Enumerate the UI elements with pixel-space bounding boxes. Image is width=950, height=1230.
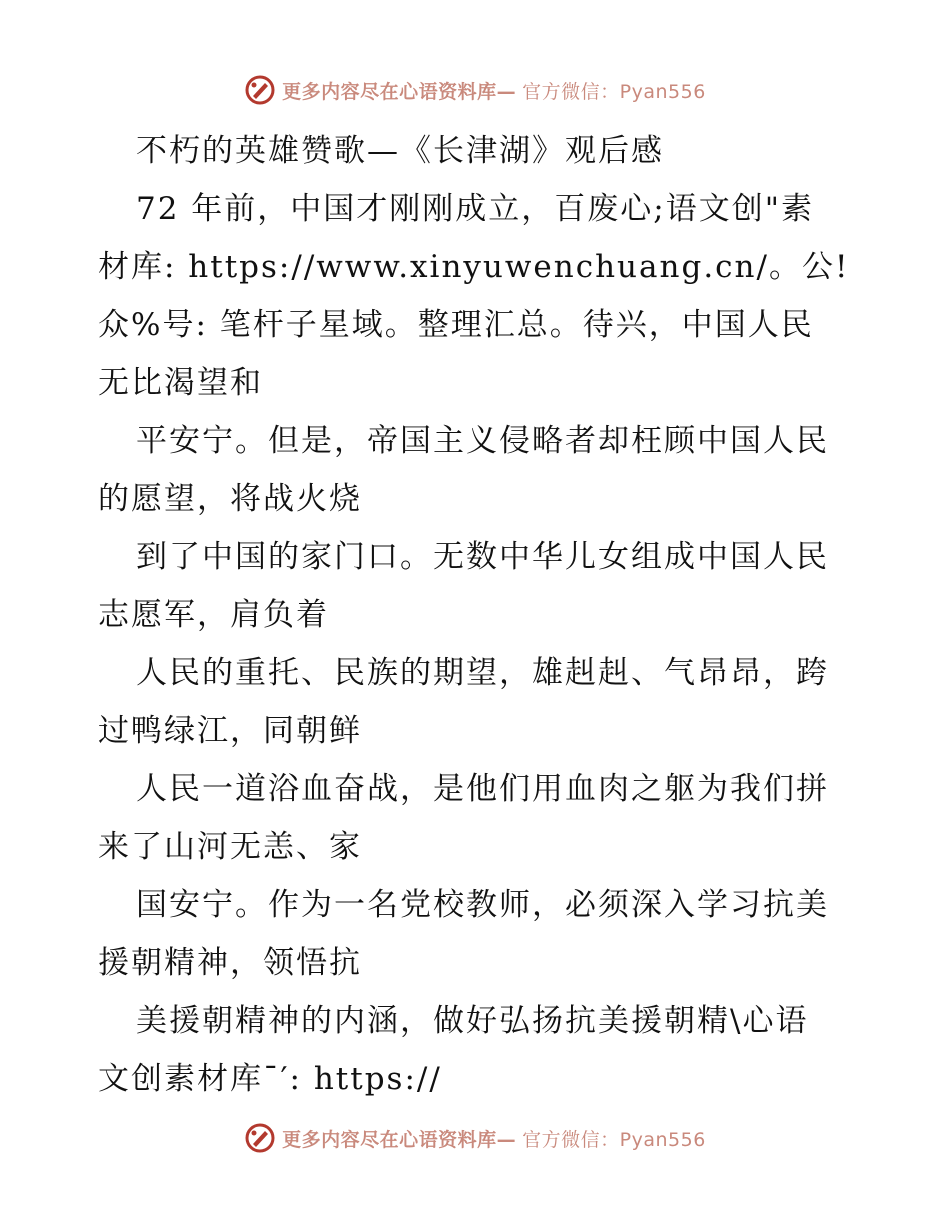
footer-banner bbox=[0, 1118, 950, 1158]
paragraph-line: 的愿望，将战火烧 bbox=[98, 481, 362, 517]
document-body bbox=[98, 122, 858, 1108]
paragraph-line: 人民一道浴血奋战，是他们用血肉之躯为我们拼 bbox=[136, 771, 829, 807]
paragraph-line: 美援朝精神的内涵，做好弘扬抗美援朝精\心语 bbox=[136, 1003, 809, 1039]
paragraph-line: 文创素材库¯′: https:// bbox=[98, 1061, 442, 1097]
paragraph-line: 到了中国的家门口。无数中华儿女组成中国人民 bbox=[136, 539, 829, 575]
pen-logo-icon bbox=[244, 74, 276, 106]
pen-logo-icon bbox=[244, 1122, 276, 1154]
paragraph-line: 国安宁。作为一名党校教师，必须深入学习抗美 bbox=[136, 887, 829, 923]
paragraph-line: 材库: https://www.xinyuwenchuang.cn/。公! bbox=[98, 249, 850, 285]
paragraph-line: 援朝精神，领悟抗 bbox=[98, 945, 362, 981]
document-title: 不朽的英雄赞歌—《长津湖》观后感 bbox=[136, 133, 664, 169]
paragraph-line: 人民的重托、民族的期望，雄赳赳、气昂昂，跨 bbox=[136, 655, 829, 691]
banner-text: 更多内容尽在心语资料库— bbox=[282, 1128, 517, 1151]
banner-text: 更多内容尽在心语资料库— bbox=[282, 80, 517, 103]
paragraph-line: 众%号: 笔杆子星域。整理汇总。待兴，中国人民 bbox=[98, 307, 814, 343]
banner-contact: 官方微信：Pyan556 bbox=[522, 1128, 706, 1151]
banner-contact: 官方微信：Pyan556 bbox=[522, 80, 706, 103]
header-banner bbox=[0, 70, 950, 110]
paragraph-line: 平安宁。但是，帝国主义侵略者却枉顾中国人民 bbox=[136, 423, 829, 459]
paragraph-line: 过鸭绿江，同朝鲜 bbox=[98, 713, 362, 749]
paragraph-line: 72 年前，中国才刚刚成立，百废心;语文创"素 bbox=[136, 191, 815, 227]
paragraph-line: 志愿军，肩负着 bbox=[98, 597, 329, 633]
paragraph-line: 无比渴望和 bbox=[98, 365, 263, 401]
paragraph-line: 来了山河无恙、家 bbox=[98, 829, 362, 865]
